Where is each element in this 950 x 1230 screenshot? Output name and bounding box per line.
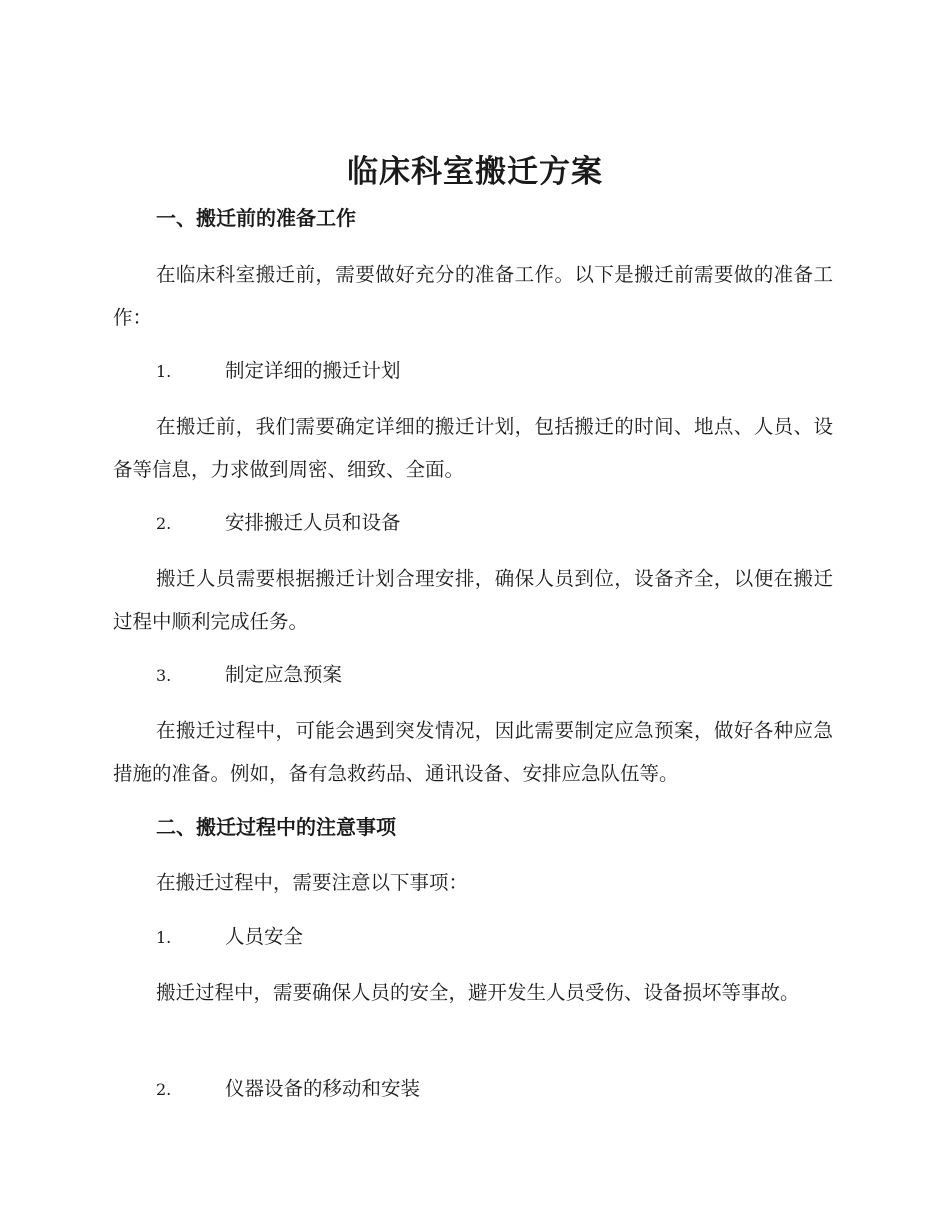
item-paragraph: 在搬迁过程中，可能会遇到突发情况，因此需要制定应急预案，做好各种应急措施的准备。例如，备有急救药品、通讯设备、安排应急队伍等。 bbox=[113, 719, 833, 785]
item-number: 1. bbox=[156, 928, 172, 947]
section-heading-preparation: 一、搬迁前的准备工作 bbox=[156, 206, 356, 230]
item-paragraph: 搬迁过程中，需要确保人员的安全，避开发生人员受伤、设备损坏等事故。 bbox=[156, 981, 800, 1004]
document-title: 临床科室搬迁方案 bbox=[347, 154, 603, 190]
section-heading-precautions: 二、搬迁过程中的注意事项 bbox=[156, 815, 396, 839]
section-intro-paragraph: 在搬迁过程中，需要注意以下事项： bbox=[156, 871, 469, 894]
numbered-item bbox=[156, 1074, 420, 1105]
item-label: 人员安全 bbox=[225, 925, 304, 948]
item-label: 制定详细的搬迁计划 bbox=[225, 359, 401, 382]
item-label: 制定应急预案 bbox=[225, 663, 343, 686]
item-number: 2. bbox=[156, 514, 172, 533]
numbered-item bbox=[156, 660, 342, 691]
item-paragraph: 搬迁人员需要根据搬迁计划合理安排，确保人员到位，设备齐全，以便在搬迁过程中顺利完成任务。 bbox=[113, 567, 833, 633]
numbered-item bbox=[156, 508, 401, 539]
section-intro-paragraph: 在临床科室搬迁前，需要做好充分的准备工作。以下是搬迁前需要做的准备工作： bbox=[113, 263, 833, 329]
item-number: 1. bbox=[156, 362, 172, 381]
item-number: 3. bbox=[156, 666, 172, 685]
item-number: 2. bbox=[156, 1080, 172, 1099]
numbered-item bbox=[156, 922, 303, 953]
item-label: 仪器设备的移动和安装 bbox=[225, 1077, 421, 1100]
numbered-item bbox=[156, 356, 401, 387]
item-label: 安排搬迁人员和设备 bbox=[225, 511, 401, 534]
item-paragraph: 在搬迁前，我们需要确定详细的搬迁计划，包括搬迁的时间、地点、人员、设备等信息，力求做到周密、细致、全面。 bbox=[113, 415, 833, 481]
